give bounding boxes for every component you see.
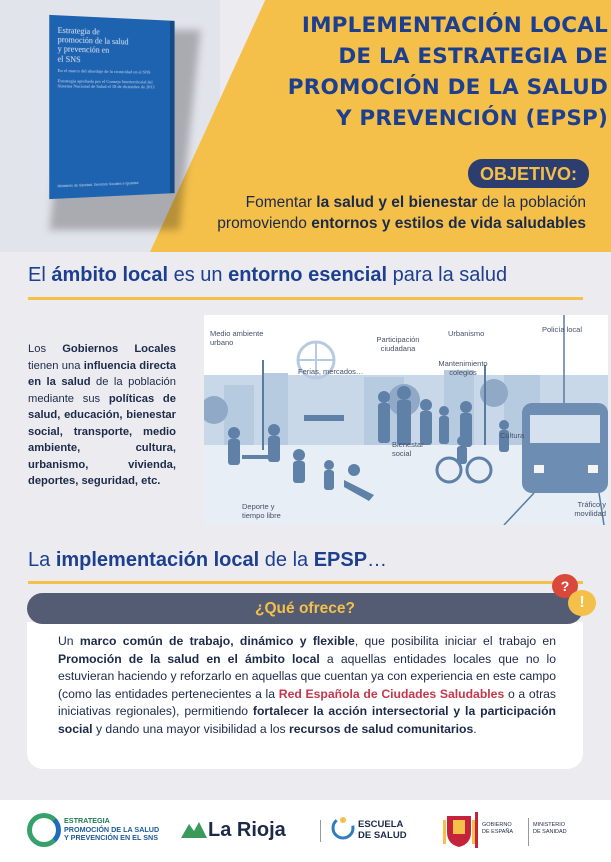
offer-body-text: Un marco común de trabajo, dinámico y flexible, que posibilita iniciar el trabajo en Promoción de la salud en el ámbito local a aquellas entidades locales que no lo estuvieran haciendo y reforzarlo en aquellas que cuentan ya con experiencia en este campo (como las entidades pertenecientes a la Red Española de Ciudades Saludables o a otras iniciativas regionales), permitiendo fortalecer la acción intersectorial y la participación social y dando una mayor visibilidad a los recursos de salud comunitarios.	[58, 634, 557, 736]
label-trafico: Tráfico y movilidad	[574, 500, 606, 518]
escuela-salud-icon	[330, 815, 356, 841]
label-deporte: Deporte y tiempo libre	[242, 502, 281, 520]
label-urbanismo: Urbanismo	[448, 329, 485, 338]
label-medio-ambiente: Medio ambiente urbano	[210, 329, 264, 347]
page-title: IMPLEMENTACIÓN LOCAL DE LA ESTRATEGIA DE PROMOCIÓN DE LA SALUD Y PREVENCIÓN (EPSP)	[287, 13, 608, 131]
local-governments-text: Los Gobiernos Locales tienen una influencia directa en la salud de la población mediante sus políticas de salud, educación, bienestar social, transporte, medio ambiente, cultura, urbanismo, vivienda, deportes, seguridad, etc.	[28, 343, 176, 487]
estrategia-logo-icon	[27, 813, 61, 847]
book-subtitle: En el marco del abordaje de la cronicidad en el SNS	[57, 67, 151, 75]
label-participacion: Participación ciudadana	[376, 335, 420, 353]
gobierno-text: GOBIERNO DE ESPAÑA	[482, 822, 514, 835]
label-cultura: Cultura	[500, 431, 525, 440]
book-footer: Ministerio de Sanidad, Servicios Sociales e Igualdad	[57, 181, 139, 189]
la-rioja-logo: La Rioja	[208, 819, 286, 841]
section-divider	[28, 297, 583, 300]
estrategia-logo-text: ESTRATEGIA PROMOCIÓN DE LA SALUD Y PREVENCIÓN EN EL SNS	[64, 816, 160, 842]
label-policia: Policía local	[542, 325, 583, 334]
section-divider	[28, 581, 583, 584]
ministerio-separator	[528, 818, 529, 846]
ministerio-text: MINISTERIO DE SANIDAD	[533, 822, 567, 835]
offer-question: ¿Qué ofrece?	[255, 600, 355, 617]
label-ferias: Ferias, mercados…	[298, 367, 364, 376]
escuela-salud-logo: ESCUELA DE SALUD	[358, 819, 407, 841]
exclamation-bubble-icon: !	[568, 590, 596, 616]
logo-separator	[320, 820, 321, 842]
gobierno-bar	[475, 812, 478, 848]
book-subtitle-2: Estrategia aprobada por el Consejo Interterritorial del Sistema Nacional de Salud el 18 de diciembre de 2013	[57, 77, 155, 90]
objective-text: Fomentar la salud y el bienestar de la población promoviendo entornos y estilos de vida saludables	[217, 194, 586, 232]
section-local-title: El ámbito local es un entorno esencial para la salud	[28, 264, 508, 286]
city-illustration	[204, 315, 608, 525]
question-bubble-icon: ?	[552, 574, 578, 598]
label-mantenimiento: Mantenimiento colegios	[438, 359, 488, 377]
label-bienestar: Bienestar social	[392, 440, 424, 458]
spain-coat-of-arms-icon	[443, 812, 475, 848]
objective-label: OBJETIVO:	[479, 164, 577, 184]
book-title: Estrategia de promoción de la salud y prevención en el SNS	[57, 25, 129, 64]
section-implementation-title: La implementación local de la EPSP…	[28, 549, 388, 571]
rioja-mountains-icon	[181, 818, 207, 838]
strategy-book-cover	[49, 15, 174, 199]
